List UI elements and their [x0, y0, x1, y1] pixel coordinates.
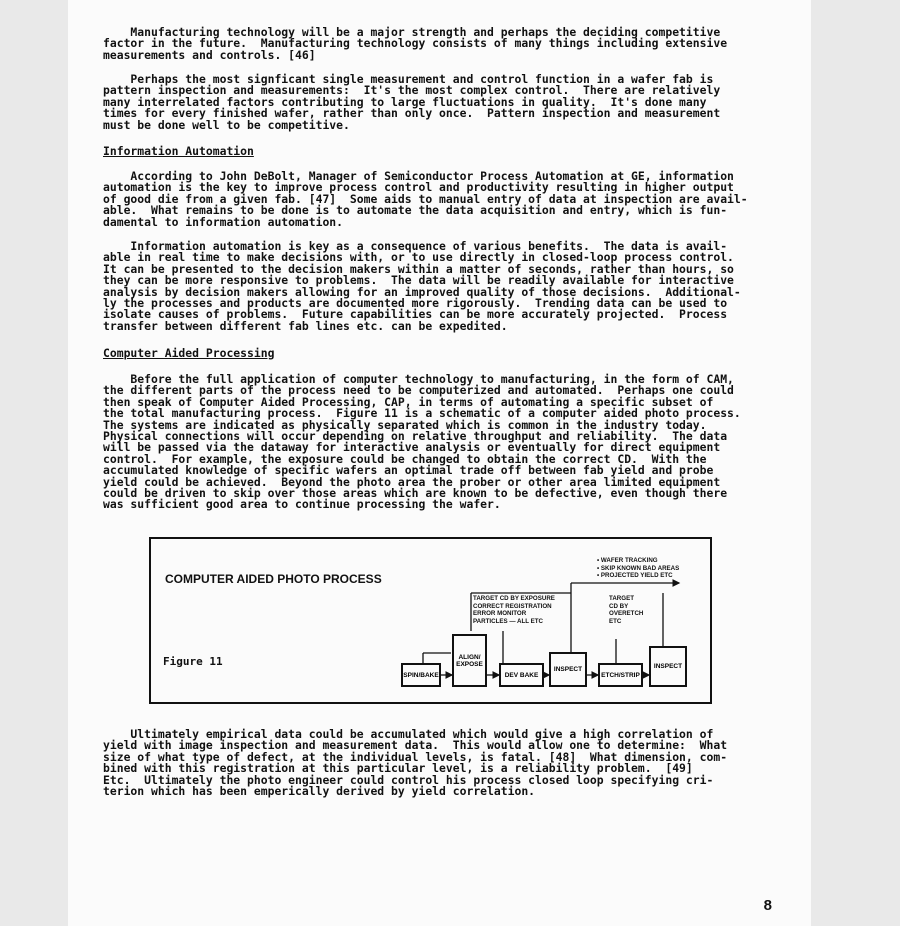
- note-target-cd-exposure: TARGET CD BY EXPOSURE CORRECT REGISTRATION ERROR MONITOR PARTICLES — ALL ETC: [473, 595, 555, 625]
- figure-label: Figure 11: [163, 655, 223, 668]
- node-spin-bake: SPIN/BAKE: [401, 663, 441, 687]
- paragraph-computer-aided-processing: Before the full application of computer technology to manufacturing, in the form of CAM, the different parts of the process need to be computerized and automated. Perhaps one could then speak of Computer Aided Processing, CAP, in terms of automating a specific subset of the total manufacturing process. Figure 11 is a schematic of a computer aided photo process. The systems are indicated as physically separated which is common in the industry today. Physical connections will occur depending on relative throughput and reliability. The data will be passed via the dataway for interactive analysis or eventually for direct equipment control. For example, the exposure could be changed to obtain the correct CD. With the accumulated knowledge of specific wafers an optimal trade off between fab yield and probe yield could be achieved. Beyond the photo area the prober or other area limited equipment could be driven to skip over those areas which are known to be defective, even though there was sufficient good area to continue processing the wafer.: [103, 372, 741, 512]
- figure-11-schematic: [149, 537, 712, 704]
- paragraph-pattern-inspection: Perhaps the most signficant single measurement and control function in a wafer fab is pattern inspection and measurements: It's the most complex control. There are relatively many interrelated factors contributing to large fluctuations in quality. It's done many times for every finished wafer, rather than only once. Pattern inspection and measurement must be done well to be competitive.: [103, 72, 721, 132]
- node-dev-bake: DEV BAKE: [499, 663, 544, 687]
- note-wafer-tracking: • WAFER TRACKING • SKIP KNOWN BAD AREAS • PROJECTED YIELD ETC: [597, 557, 680, 580]
- heading-computer-aided-processing: Computer Aided Processing: [103, 346, 275, 360]
- paragraph-debolt-automation: According to John DeBolt, Manager of Semiconductor Process Automation at GE, information automation is the key to improve process control and productivity resulting in higher output of good die from a given fab. [47] Some aids to manual entry of data at inspection are avail- able. What remains to be done is to automate the data acquisition and entry, which is fun- damental to information automation.: [103, 169, 748, 229]
- paragraph-empirical-data: Ultimately empirical data could be accumulated which would give a high correlation of yield with image inspection and measurement data. This would allow one to determine: What size of what type of defect, at the individual levels, is fatal. [48] What dimension, com- bined with this registration at this particular level, is a reliability problem. [49] Etc. Ultimately the photo engineer could control his process closed loop specifying cri- terion which has been emperically derived by yield correlation.: [103, 727, 728, 799]
- heading-information-automation: Information Automation: [103, 144, 254, 158]
- node-align-expose: ALIGN/ EXPOSE: [452, 634, 487, 687]
- node-etch-strip: ETCH/STRIP: [598, 663, 643, 687]
- node-inspect-2: INSPECT: [649, 646, 687, 687]
- node-inspect-1: INSPECT: [549, 652, 587, 687]
- note-target-cd-overetch: TARGET CD BY OVERETCH ETC: [609, 595, 644, 625]
- paragraph-automation-benefits: Information automation is key as a consequence of various benefits. The data is avail- able in real time to make decisions with, or to use directly in closed-loop process control. It can be presented to the decision makers within a matter of seconds, rather than hours, so they can be more responsive to problems. The data will be readily available for interactive analysis by decision makers allowing for an improved quality of those decisions. Additional- ly the processes and products are documented more rigorously. Trending data can be used to isolate causes of problems. Future capabilities can be more accurately projected. Process transfer between different fab lines etc. can be expedited.: [103, 239, 741, 333]
- paragraph-manufacturing-technology: Manufacturing technology will be a major strength and perhaps the deciding competitive factor in the future. Manufacturing technology consists of many things including extensive measurements and controls. [46]: [103, 25, 728, 62]
- page-number: 8: [763, 897, 772, 914]
- figure-title: COMPUTER AIDED PHOTO PROCESS: [165, 572, 382, 586]
